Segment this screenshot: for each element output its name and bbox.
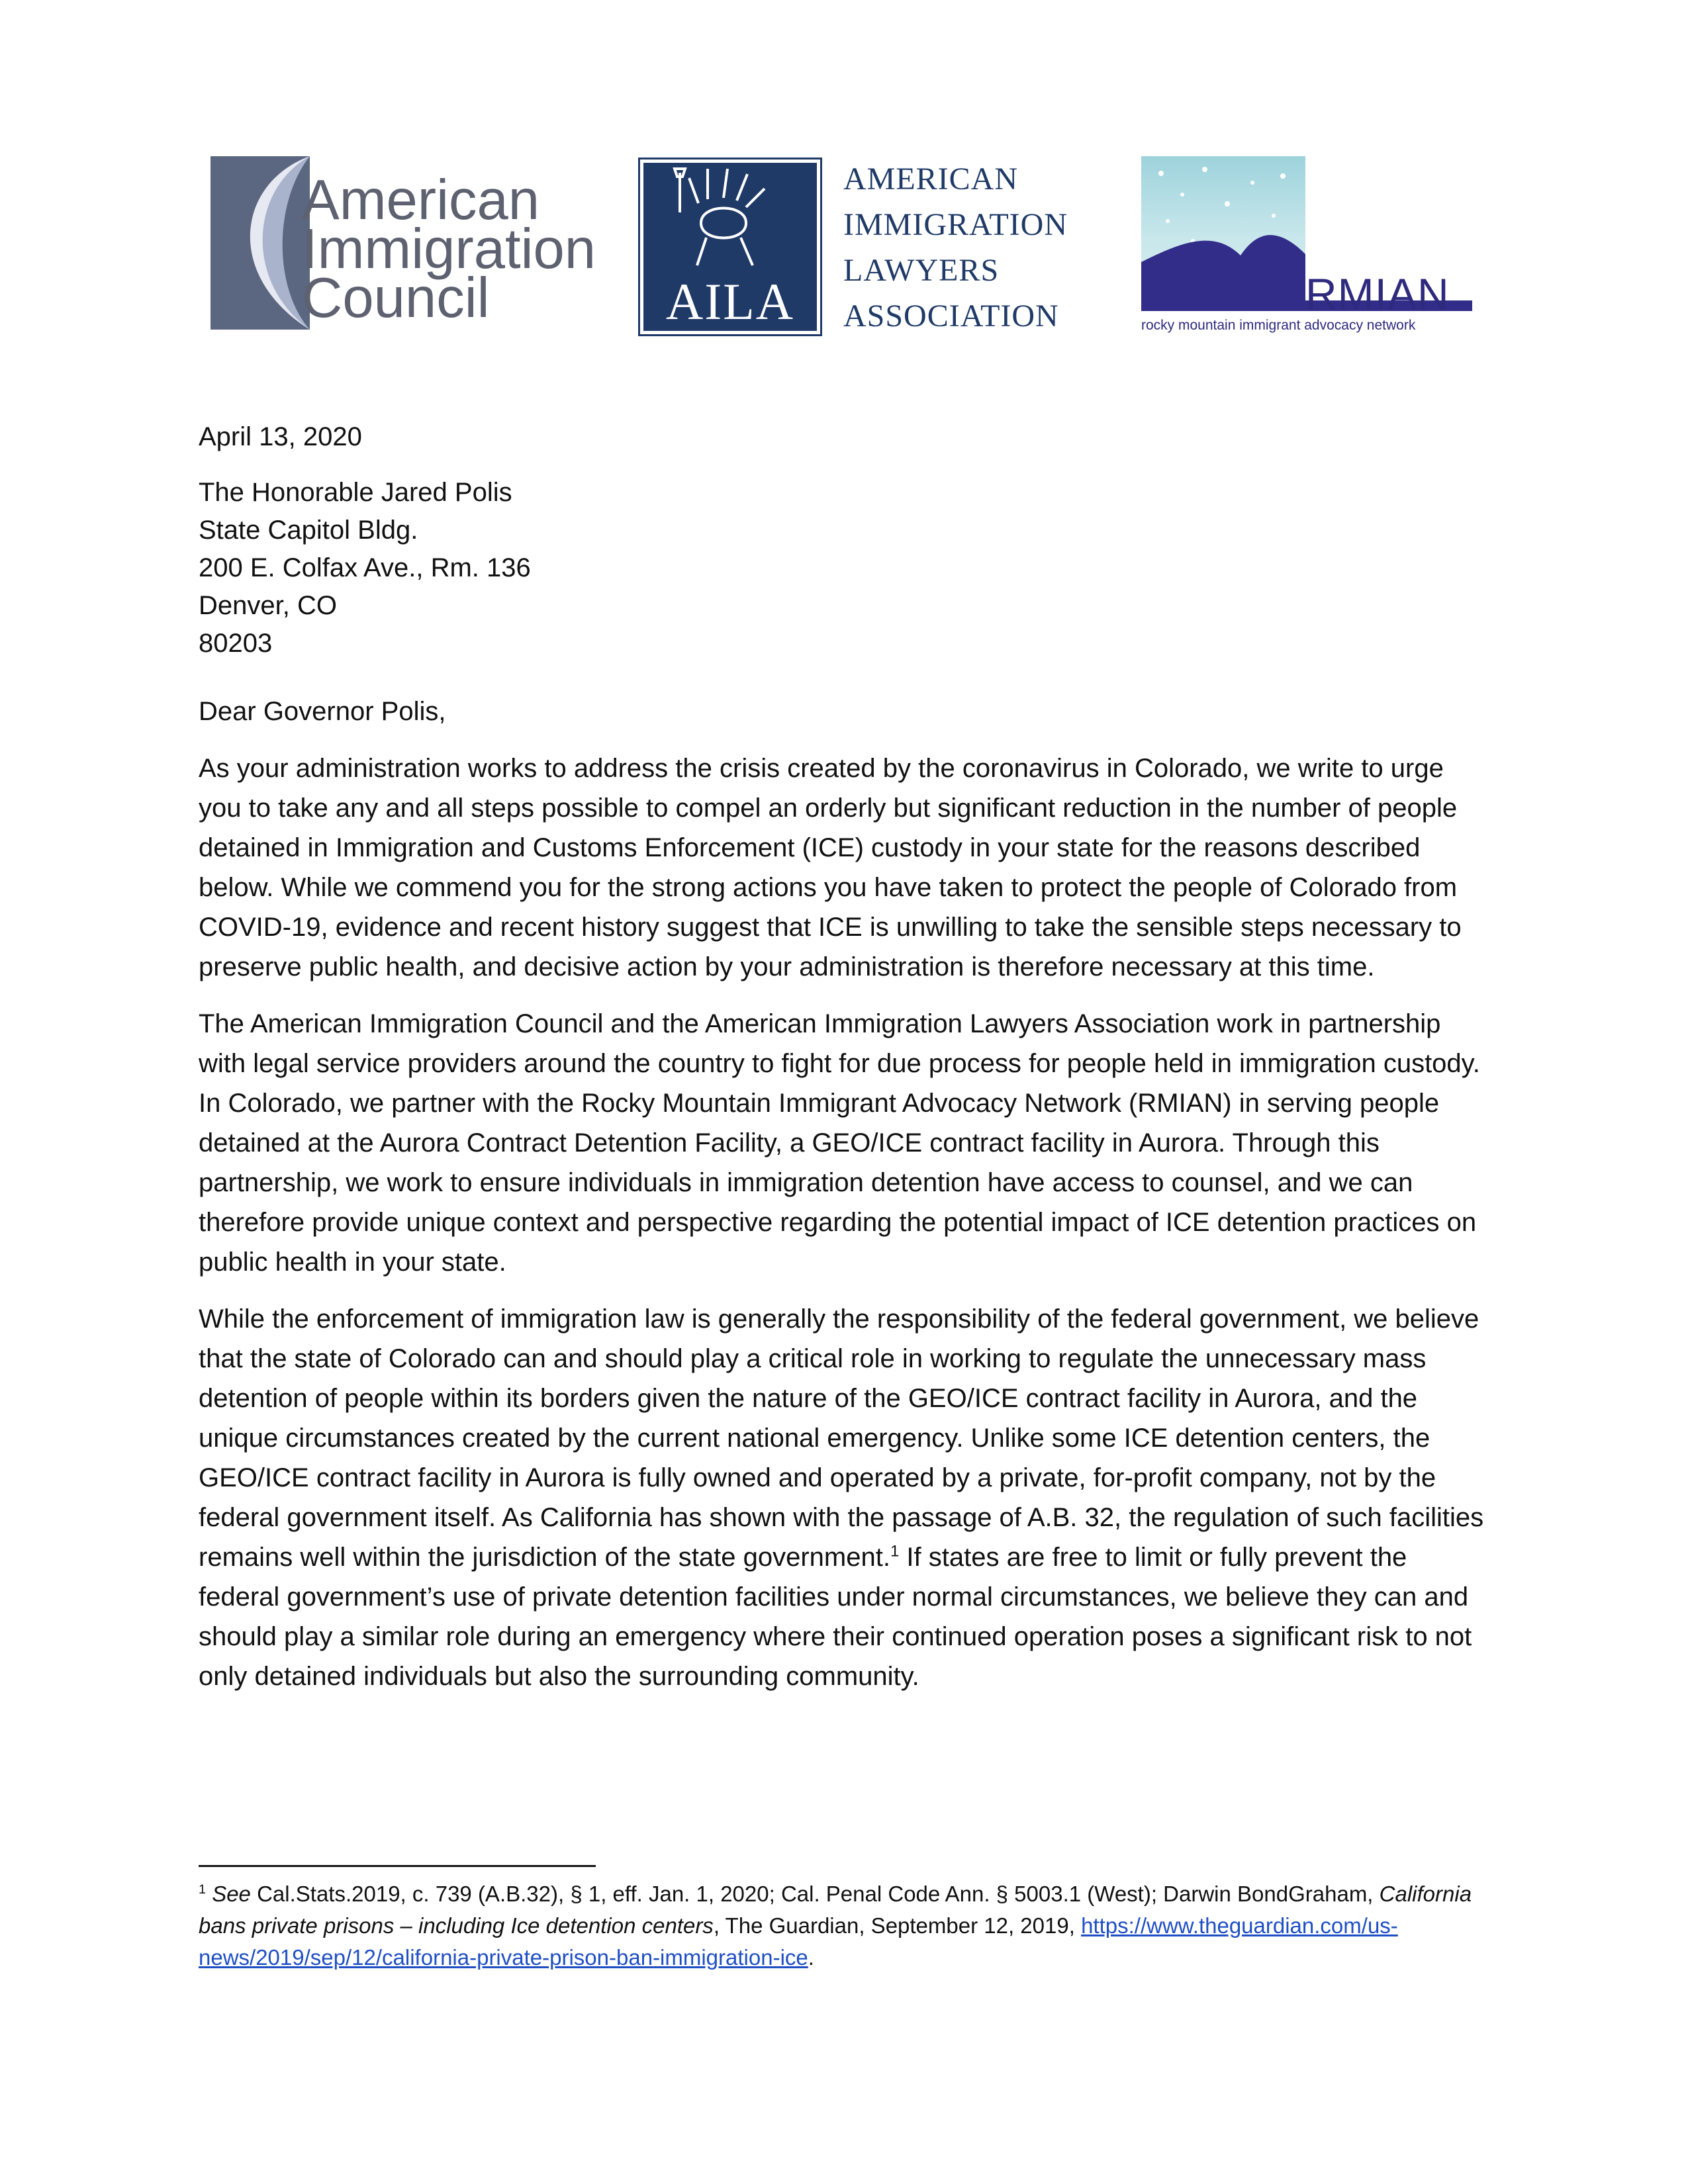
- paragraph-3-part-1: While the enforcement of immigration law is generally the responsibility of the federal government, we believe that the state of Colorado can and should play a critical role in working to regulate the unnecessary mass detention of people within its borders given the nature of the GEO/ICE contract facility in Aurora, and the unique circumstances created by the current national emergency. Unlike some ICE detention centers, the GEO/ICE contract facility in Aurora is fully owned and operated by a private, for-profit company, not by the federal government itself. As California has shown with the passage of A.B. 32, the regulation of such facilities remains well within the jurisdiction of the state government.: [199, 1304, 1484, 1572]
- addressee-city: Denver, CO: [199, 591, 337, 620]
- footnote-article-title: California bans private prisons – including Ice detention centers: [199, 1882, 1472, 1938]
- aila-acronym: AILA: [665, 273, 795, 330]
- aila-emblem: [638, 158, 822, 336]
- footnote: [199, 1878, 1489, 1974]
- paragraph-3-part-2: If states are free to limit or fully prevent the federal government’s use of private detention facilities under normal circumstances, we believe they can and should play a similar role during an emergency where their continued operation poses a significant risk to not only detained individuals but also the surrounding community.: [199, 1543, 1472, 1691]
- paragraph-3: [199, 1299, 1489, 1696]
- rmian-logo: [1141, 156, 1472, 339]
- footnote-separator: [199, 1865, 596, 1867]
- footnote-citation: Cal.Stats.2019, c. 739 (A.B.32), § 1, eff. Jan. 1, 2020; Cal. Penal Code Ann. § 5003.1 (West); Darwin BondGraham,: [250, 1882, 1380, 1906]
- footnote-link[interactable]: https://www.theguardian.com/us-news/2019/sep/12/california-private-prison-ban-immigration-ice: [199, 1913, 1398, 1970]
- aila-logo: [638, 156, 1088, 335]
- footnote-end: .: [808, 1945, 814, 1970]
- aila-full-name: [843, 156, 1095, 339]
- salutation: Dear Governor Polis,: [199, 697, 446, 726]
- aila-name-line-2: IMMIGRATION: [843, 207, 1068, 242]
- addressee-street: 200 E. Colfax Ave., Rm. 136: [199, 553, 531, 582]
- footnote-source: , The Guardian, September 12, 2019,: [713, 1913, 1082, 1938]
- footnote-number: 1: [199, 1882, 207, 1897]
- aic-line-3: Council: [302, 267, 490, 330]
- paragraph-2: The American Immigration Council and the American Immigration Lawyers Association work in partnership with legal service providers around the country to fight for due process for people held in immigration custody. In Colorado, we partner with the Rocky Mountain Immigrant Advocacy Network (RMIAN) in serving people detained at the Aurora Contract Detention Facility, a GEO/ICE contract facility in Aurora. Through this partnership, we work to ensure individuals in immigration detention have access to counsel, and we can therefore provide unique context and perspective regarding the potential impact of ICE detention practices on public health in your state.: [199, 1009, 1480, 1277]
- statue-of-liberty-icon: [640, 159, 820, 272]
- american-immigration-council-logo: [211, 156, 596, 335]
- aic-swoosh-icon: [211, 156, 316, 335]
- aila-name-line-3: LAWYERS: [843, 253, 1000, 288]
- addressee-block: [199, 474, 1489, 662]
- addressee-name: The Honorable Jared Polis: [199, 478, 512, 507]
- footnote-see: See: [212, 1882, 251, 1906]
- aila-name-line-4: ASSOCIATION: [843, 298, 1059, 334]
- aic-line-2: Immigration: [302, 218, 596, 281]
- addressee-building: State Capitol Bldg.: [199, 516, 418, 545]
- addressee-zip: 80203: [199, 629, 273, 658]
- footnote-reference[interactable]: 1: [890, 1542, 900, 1561]
- letter-body: [199, 417, 1489, 1713]
- rmian-wordmark: RMIAN: [1305, 269, 1450, 318]
- aila-name-line-1: AMERICAN: [843, 161, 1019, 197]
- rmian-tagline: rocky mountain immigrant advocacy network: [1141, 318, 1416, 333]
- letter-date: April 13, 2020: [199, 422, 362, 451]
- paragraph-1: As your administration works to address the crisis created by the coronavirus in Colorado, we write to urge you to take any and all steps possible to compel an orderly but significant reduction in the number of people detained in Immigration and Customs Enforcement (ICE) custody in your state for the reasons described below. While we commend you for the strong actions you have taken to protect the people of Colorado from COVID-19, evidence and recent history suggest that ICE is unwilling to take the sensible steps necessary to preserve public health, and decisive action by your administration is therefore necessary at this time.: [199, 754, 1462, 981]
- aic-line-1: American: [302, 169, 540, 232]
